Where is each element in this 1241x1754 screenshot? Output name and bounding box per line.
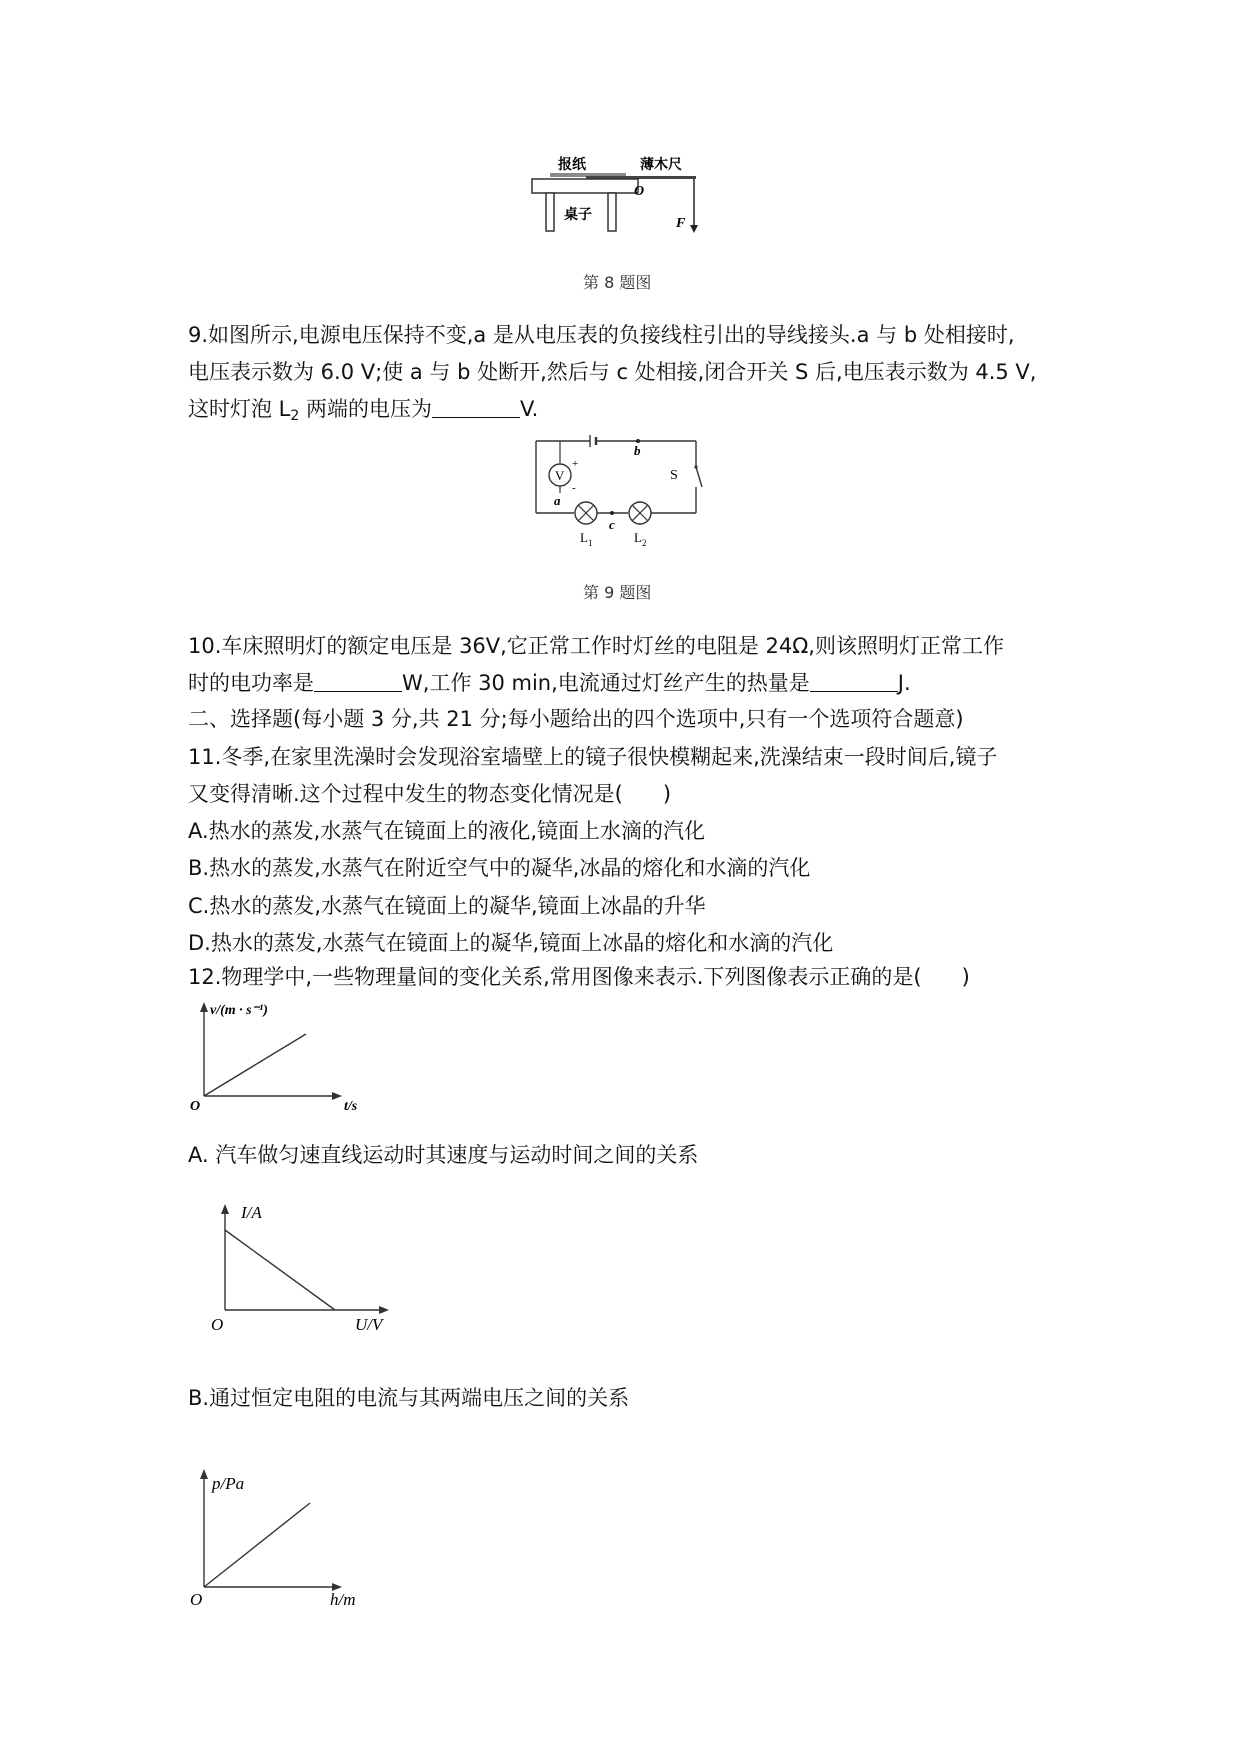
label-b: b xyxy=(634,443,641,458)
graph-b-current-voltage xyxy=(205,1200,405,1335)
switch-s xyxy=(696,467,702,487)
figure-9-caption: 第 9 题图 xyxy=(583,583,652,602)
figure-8-caption: 第 8 题图 xyxy=(583,273,652,292)
graph-b-y-label: I/A xyxy=(241,1203,262,1222)
q10-line-2-pre: 时的电功率是 xyxy=(188,671,314,695)
lamp-l1 xyxy=(575,502,597,524)
q9-line-3-post: V. xyxy=(519,397,539,421)
q11-line-1: 11.冬季,在家里洗澡时会发现浴室墙壁上的镜子很快模糊起来,洗澡结束一段时间后,镜子 xyxy=(188,745,998,769)
q10-line-1: 10.车床照明灯的额定电压是 36V,它正常工作时灯丝的电阻是 24Ω,则该照明灯正常工作 xyxy=(188,634,1004,658)
label-a: a xyxy=(554,493,561,508)
ruler-label: 薄木尺 xyxy=(640,158,682,173)
q11-line-2-pre: 又变得清晰.这个过程中发生的物态变化情况是( xyxy=(188,782,623,806)
q12-option-a: A. 汽车做匀速直线运动时其速度与运动时间之间的关系 xyxy=(188,1143,699,1167)
table-label: 桌子 xyxy=(564,208,592,223)
graph-c-pressure-depth xyxy=(188,1465,373,1610)
q11-line-2 xyxy=(188,779,671,809)
figure-9-circuit xyxy=(530,435,710,553)
voltmeter-minus: - xyxy=(572,482,576,494)
q9-answer-blank[interactable] xyxy=(432,397,520,418)
graph-c-y-label: p/Pa xyxy=(212,1474,245,1493)
pivot-o-label: O xyxy=(634,184,645,199)
q11-option-b: B.热水的蒸发,水蒸气在附近空气中的凝华,冰晶的熔化和水滴的汽化 xyxy=(188,856,811,880)
graph-c-line xyxy=(204,1503,310,1587)
q12-line-1 xyxy=(188,962,970,992)
label-l2: $L_2$ xyxy=(634,530,647,548)
q10-line-2-post: J. xyxy=(897,671,911,695)
voltmeter-plus: + xyxy=(572,458,579,470)
q10-power-blank[interactable] xyxy=(314,671,402,692)
table-leg-left xyxy=(546,193,554,231)
q12-option-b: B.通过恒定电阻的电流与其两端电压之间的关系 xyxy=(188,1386,630,1410)
graph-c-x-label: h/m xyxy=(330,1590,356,1609)
q12-line-1-pre: 12.物理学中,一些物理量间的变化关系,常用图像来表示.下列图像表示正确的是( xyxy=(188,965,922,989)
section-2-heading: 二、选择题(每小题 3 分,共 21 分;每小题给出的四个选项中,只有一个选项符合题意) xyxy=(188,707,964,731)
q9-line-2: 电压表示数为 6.0 V;使 a 与 b 处断开,然后与 c 处相接,闭合开关 S 后,电压表示数为 4.5 V, xyxy=(188,360,1037,384)
q10-line-2 xyxy=(188,668,911,698)
junction-c xyxy=(610,511,614,515)
q11-option-a: A.热水的蒸发,水蒸气在镜面上的液化,镜面上水滴的汽化 xyxy=(188,819,706,843)
q9-line-3-mid: 两端的电压为 xyxy=(299,397,432,421)
label-l1: $L_1$ xyxy=(580,530,593,548)
graph-b-origin: O xyxy=(211,1315,224,1334)
q11-option-d: D.热水的蒸发,水蒸气在镜面上的凝华,镜面上冰晶的熔化和水滴的汽化 xyxy=(188,931,834,955)
q10-line-2-mid: W,工作 30 min,电流通过灯丝产生的热量是 xyxy=(402,671,810,695)
graph-a-velocity-time xyxy=(188,1000,368,1115)
force-arrow-head xyxy=(690,225,698,233)
label-c: c xyxy=(609,517,615,532)
q12-line-1-post: ) xyxy=(961,965,970,989)
force-f-label: F xyxy=(676,216,686,231)
table-top xyxy=(532,179,638,193)
q9-line-1: 9.如图所示,电源电压保持不变,a 是从电压表的负接线柱引出的导线接头.a 与 b 处相接时, xyxy=(188,323,1015,347)
graph-b-x-label: U/V xyxy=(355,1315,383,1334)
graph-a-origin: O xyxy=(190,1099,201,1114)
newspaper-label: 报纸 xyxy=(558,158,586,173)
q9-line-3 xyxy=(188,394,538,431)
q11-line-2-post: ) xyxy=(662,782,672,806)
q10-heat-blank[interactable] xyxy=(810,671,898,692)
voltmeter-v-label: V xyxy=(555,468,565,483)
q11-option-c: C.热水的蒸发,水蒸气在镜面上的凝华,镜面上冰晶的升华 xyxy=(188,894,706,918)
graph-a-line xyxy=(204,1034,306,1096)
graph-b-line xyxy=(225,1230,335,1310)
lamp-l2 xyxy=(629,502,651,524)
graph-c-origin: O xyxy=(190,1590,203,1609)
graph-a-x-label: t/s xyxy=(344,1099,358,1114)
label-s: S xyxy=(670,468,678,483)
table-leg-right xyxy=(608,193,616,231)
graph-a-y-label: v/(m · s⁻¹) xyxy=(210,1003,268,1018)
q9-l2-subscript: 2 xyxy=(290,408,300,424)
q9-line-3-pre: 这时灯泡 L xyxy=(188,397,291,421)
figure-8-table-ruler xyxy=(528,155,708,237)
